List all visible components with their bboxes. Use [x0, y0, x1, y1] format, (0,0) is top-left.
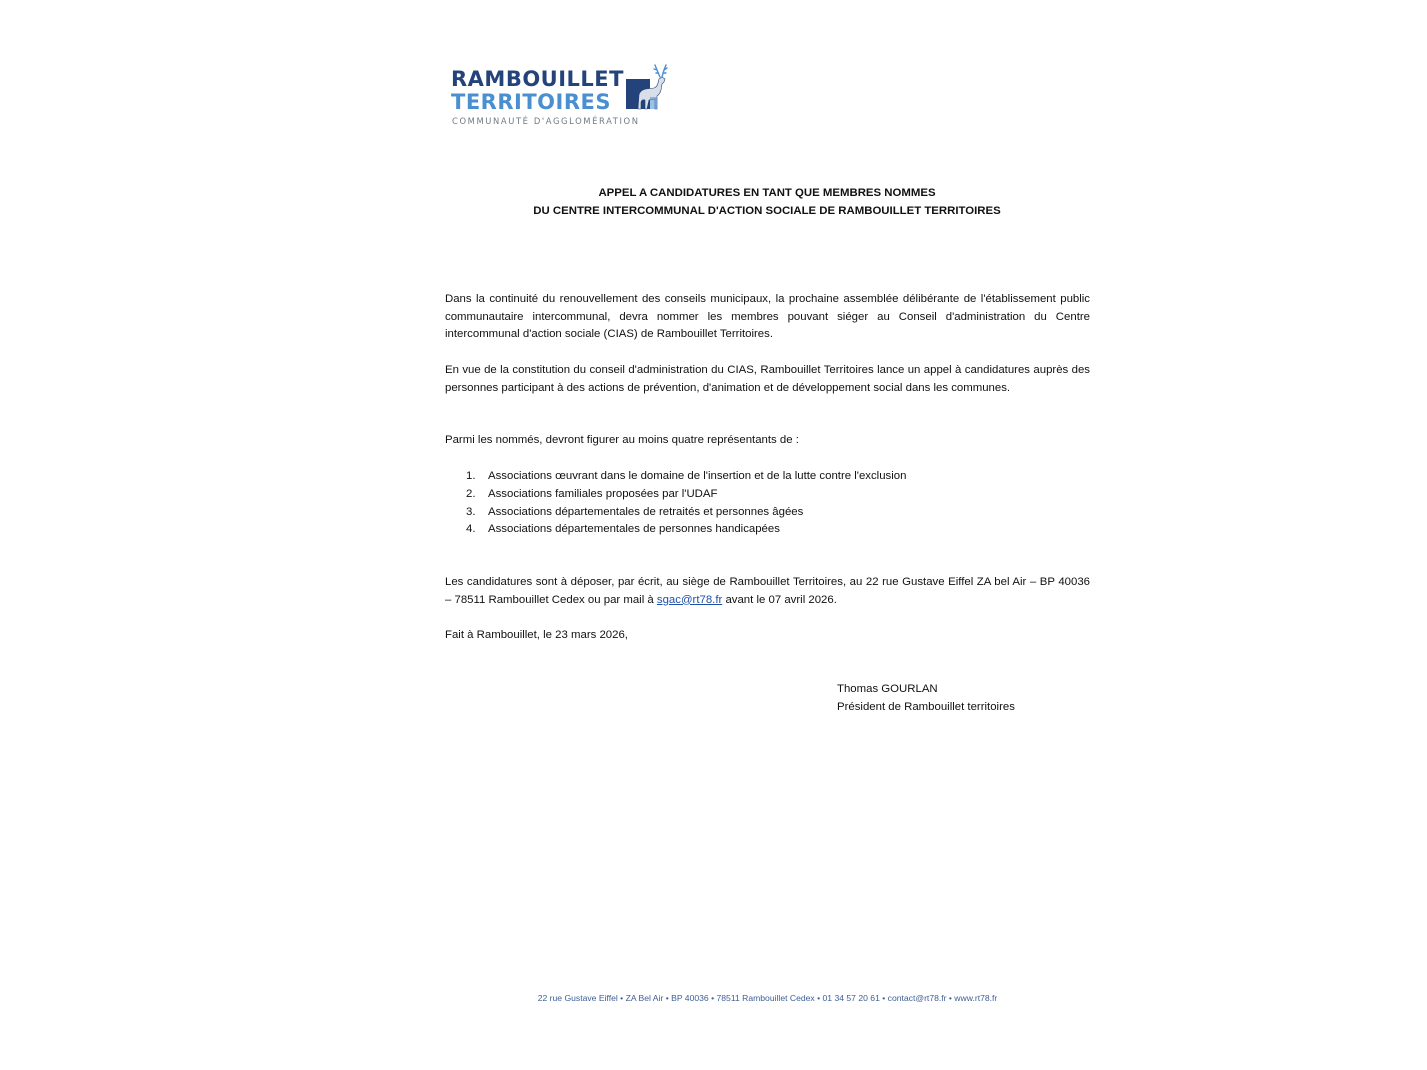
list-item [445, 521, 1090, 539]
list-item-text: Associations départementales de retraités et personnes âgées [488, 505, 804, 518]
logo-text-rambouillet: RAMBOUILLET [451, 67, 624, 91]
email-link[interactable]: sgac@rt78.fr [656, 593, 723, 606]
list-item-number: 2. [466, 487, 476, 500]
paragraph-representatives: Parmi les nommés, devront figurer au moins quatre représentants de : [445, 434, 799, 446]
paragraph-submission [445, 574, 1090, 609]
paragraph-call: En vue de la constitution du conseil d'administration du CIAS, Rambouillet Territoires lance un appel à candidatures auprès des personnes participant à des actions de prévention, d'animation et de développement social dans les communes. [445, 364, 1090, 394]
paragraph-intro: Dans la continuité du renouvellement des conseils municipaux, la prochaine assemblée délibérante de l'établissement public communautaire intercommunal, devra nommer les membres pouvant siéger au Conseil d'administration du Centre intercommunal d'action sociale (CIAS) de Rambouillet Territoires. [445, 293, 1090, 341]
footer-contact: 22 rue Gustave Eiffel • ZA Bel Air • BP 40036 • 78511 Rambouillet Cedex • 01 34 57 20 61 • contact@rt78.fr • www.rt78.fr [537, 993, 998, 1003]
title-line-1: APPEL A CANDIDATURES EN TANT QUE MEMBRES NOMMES [598, 187, 936, 199]
list-item-number: 3. [466, 505, 476, 518]
paragraph-place-date: Fait à Rambouillet, le 23 mars 2026, [445, 629, 628, 641]
stag-icon [624, 62, 672, 112]
list-item [445, 486, 1090, 504]
representatives-list [445, 468, 1090, 539]
list-item-text: Associations départementales de personnes handicapées [488, 523, 780, 536]
list-item-text: Associations familiales proposées par l'UDAF [488, 487, 718, 500]
signature-block [837, 680, 1015, 716]
title-line-2: DU CENTRE INTERCOMMUNAL D'ACTION SOCIALE DE RAMBOUILLET TERRITOIRES [533, 204, 1001, 217]
logo-text-territoires: TERRITOIRES [451, 90, 611, 114]
list-item-number: 4. [466, 523, 476, 536]
signatory-name: Thomas GOURLAN [837, 683, 938, 695]
list-item-number: 1. [466, 470, 476, 482]
signatory-role: Président de Rambouillet territoires [837, 701, 1015, 713]
list-item [445, 504, 1090, 522]
submission-text-after: avant le 07 avril 2026. [722, 593, 837, 606]
list-item-text: Associations œuvrant dans le domaine de l'insertion et de la lutte contre l'exclusion [488, 470, 907, 482]
document-title [445, 185, 1089, 220]
rambouillet-territoires-logo [450, 62, 680, 128]
list-item [445, 468, 1090, 486]
logo-subtitle: COMMUNAUTÉ D'AGGLOMÉRATION [452, 116, 640, 126]
submission-text-before: Les candidatures sont à déposer, par écrit, au siège de Rambouillet Territoires, au 22 rue Gustave Eiffel ZA bel Air – BP 40036 – 78511 Rambouillet Cedex ou par mail à [445, 576, 1090, 606]
